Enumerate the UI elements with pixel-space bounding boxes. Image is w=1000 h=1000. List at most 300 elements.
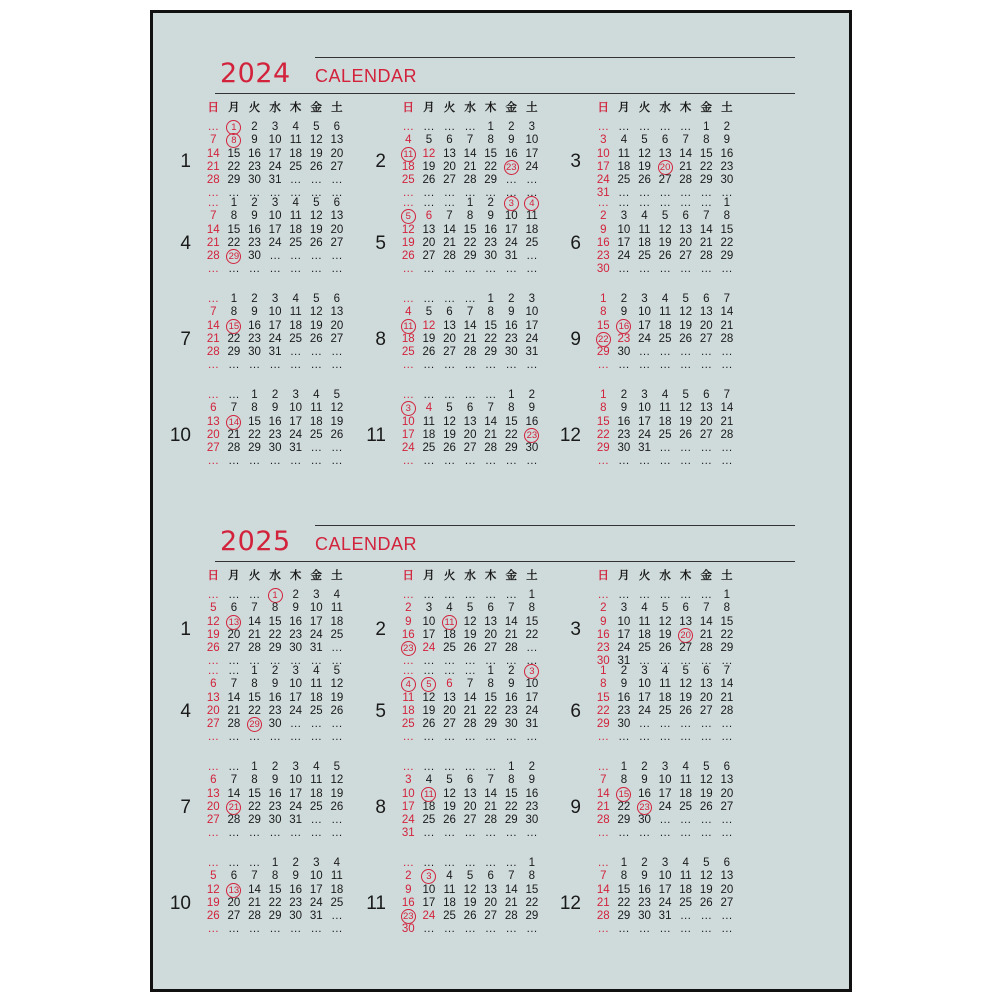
day-cell: 28 — [720, 332, 734, 345]
day-cell: 8 — [251, 678, 258, 691]
week-row — [398, 359, 542, 372]
week-row — [398, 857, 542, 870]
empty-day: … — [443, 359, 456, 372]
empty-day: … — [721, 442, 733, 455]
empty-day: … — [423, 197, 435, 209]
week-row — [398, 616, 542, 629]
week-row — [398, 718, 542, 731]
day-cell: 19 — [309, 319, 323, 332]
week-row — [203, 870, 347, 883]
week-row — [398, 761, 542, 774]
day-cell: 30 — [289, 642, 303, 655]
empty-day: … — [721, 346, 733, 359]
day-cell: 28 — [227, 442, 241, 455]
month-11 — [358, 857, 548, 953]
empty-day: … — [659, 731, 671, 744]
day-cell: 16 — [638, 883, 651, 896]
day-cell: 25 — [289, 332, 303, 345]
day-cell: 9 — [405, 615, 412, 628]
day-cell: 1 — [224, 121, 245, 134]
day-cell: 18 — [638, 236, 651, 249]
day-cell: 17 — [289, 415, 303, 428]
empty-day: … — [484, 263, 497, 276]
empty-day: … — [638, 121, 651, 133]
weekday-header: 木 — [484, 102, 497, 114]
day-cell: 22 — [596, 704, 610, 717]
day-cell: 30 — [617, 718, 631, 731]
day-cell: 8 — [487, 678, 494, 691]
day-cell: 11 — [443, 883, 456, 896]
week-row — [398, 589, 542, 602]
weekday-header: 火 — [248, 102, 261, 114]
month-9 — [553, 761, 743, 857]
day-cell: 21 — [206, 160, 220, 173]
day-cell: 28 — [596, 910, 610, 923]
day-cell: 22 — [463, 236, 477, 249]
day-cell: 14 — [206, 223, 220, 236]
month-4 — [163, 197, 353, 293]
empty-day: … — [659, 589, 671, 601]
day-cell: 22 — [504, 428, 518, 441]
day-cell: 7 — [508, 602, 515, 615]
day-cell: 18 — [617, 160, 631, 173]
day-cell: 9 — [271, 678, 279, 691]
day-cell: 23 — [617, 332, 631, 345]
day-cell: 4 — [641, 602, 648, 615]
day-cell: 23 — [501, 161, 522, 174]
day-cell: 23 — [268, 704, 282, 717]
empty-day: … — [331, 455, 343, 468]
day-cell: 22 — [227, 236, 241, 249]
day-cell: 24 — [309, 896, 323, 909]
empty-day: … — [228, 263, 240, 276]
day-grid — [398, 857, 542, 937]
day-cell: 14 — [206, 319, 220, 332]
day-cell: 19 — [658, 628, 672, 641]
empty-day: … — [679, 359, 692, 372]
day-cell: 30 — [248, 250, 261, 263]
day-cell: 17 — [309, 883, 323, 896]
day-cell: 6 — [466, 402, 474, 415]
empty-day: … — [700, 718, 713, 731]
day-cell: 9 — [292, 870, 299, 883]
week-row — [593, 429, 737, 442]
week-row — [203, 161, 347, 174]
month-5 — [358, 665, 548, 761]
week-row — [203, 402, 347, 415]
week-row — [203, 359, 347, 372]
day-cell: 26 — [679, 332, 693, 345]
day-cell: 4 — [661, 665, 669, 677]
day-cell: 25 — [401, 174, 415, 187]
empty-day: … — [484, 923, 497, 936]
day-grid — [398, 197, 542, 277]
empty-day: … — [310, 359, 323, 372]
day-cell: 15 — [484, 147, 498, 160]
day-cell: 22 — [593, 333, 614, 346]
empty-day: … — [679, 263, 692, 276]
day-cell: 10 — [422, 883, 436, 896]
day-cell: 21 — [248, 628, 261, 641]
week-row — [398, 442, 542, 455]
day-cell: 14 — [596, 883, 610, 896]
day-grid — [203, 389, 347, 469]
month-12 — [553, 389, 743, 485]
weekday-header: 水 — [659, 102, 671, 114]
empty-day: … — [207, 589, 220, 601]
day-cell: 28 — [227, 814, 241, 827]
week-row — [593, 718, 737, 731]
week-row — [593, 346, 737, 359]
week-row — [203, 197, 347, 210]
day-cell: 30 — [268, 718, 282, 731]
week-row — [593, 870, 737, 883]
day-cell: 13 — [699, 306, 713, 319]
empty-day: … — [464, 761, 476, 773]
day-cell: 18 — [443, 628, 456, 641]
week-row — [593, 884, 737, 897]
empty-day: … — [638, 718, 651, 731]
empty-day: … — [700, 197, 713, 209]
day-cell: 14 — [679, 147, 693, 160]
day-cell: 29 — [484, 718, 498, 731]
day-cell: 27 — [330, 160, 344, 173]
day-cell: 19 — [309, 147, 323, 160]
day-cell: 4 — [333, 857, 341, 869]
day-cell: 13 — [679, 615, 693, 628]
day-cell: 6 — [487, 602, 494, 615]
day-cell: 10 — [658, 870, 672, 883]
day-cell: 11 — [289, 210, 302, 223]
year-title: 2025 — [220, 526, 291, 557]
weekday-header: 金 — [505, 102, 518, 114]
day-cell: 14 — [443, 223, 456, 236]
weekday-header: 火 — [443, 570, 456, 582]
day-cell: 27 — [443, 174, 456, 187]
day-cell: 2 — [271, 761, 279, 773]
empty-day: … — [310, 655, 323, 668]
day-cell: 4 — [661, 389, 669, 401]
empty-day: … — [402, 187, 415, 200]
day-cell: 26 — [206, 910, 220, 923]
empty-day: … — [331, 250, 343, 263]
week-row — [398, 827, 542, 840]
day-cell: 23 — [268, 428, 282, 441]
month-7 — [163, 293, 353, 389]
empty-day: … — [597, 857, 610, 869]
empty-day: … — [269, 655, 281, 668]
month-2 — [358, 101, 548, 200]
header-rule-bottom — [215, 561, 795, 562]
day-cell: 28 — [248, 642, 261, 655]
month-number: 11 — [366, 893, 386, 914]
day-cell: 2 — [620, 665, 628, 677]
month-2 — [358, 569, 548, 668]
day-cell: 30 — [401, 923, 415, 936]
day-cell: 30 — [484, 250, 498, 263]
day-cell: 11 — [679, 870, 692, 883]
empty-day: … — [700, 346, 713, 359]
week-row — [398, 389, 542, 402]
weekday-header: 月 — [228, 102, 240, 114]
empty-day: … — [289, 250, 302, 263]
day-cell: 10 — [309, 602, 323, 615]
empty-day: … — [638, 589, 651, 601]
day-cell: 31 — [617, 655, 631, 668]
week-row — [398, 814, 542, 827]
day-cell: 10 — [638, 306, 651, 319]
empty-day: … — [269, 827, 281, 840]
week-row — [593, 455, 737, 468]
empty-day: … — [310, 455, 323, 468]
day-cell: 15 — [248, 787, 261, 800]
weekday-header: 月 — [423, 570, 435, 582]
month-10 — [163, 389, 353, 485]
day-cell: 29 — [484, 174, 498, 187]
day-cell: 20 — [655, 161, 676, 174]
empty-day: … — [269, 250, 281, 263]
day-cell: 20 — [679, 236, 693, 249]
empty-day: … — [402, 731, 415, 744]
day-cell: 25 — [401, 346, 415, 359]
day-cell: 20 — [484, 896, 498, 909]
day-cell: 20 — [330, 147, 344, 160]
week-row — [398, 923, 542, 936]
day-cell: 5 — [398, 210, 419, 223]
day-cell: 15 — [484, 691, 498, 704]
empty-day: … — [207, 761, 220, 773]
day-cell: 13 — [443, 319, 456, 332]
day-cell: 10 — [658, 774, 672, 787]
day-cell: 12 — [658, 223, 672, 236]
month-10 — [163, 857, 353, 953]
day-cell: 16 — [617, 415, 631, 428]
week-row — [203, 416, 347, 429]
day-cell: 26 — [699, 800, 713, 813]
day-cell: 24 — [268, 332, 282, 345]
day-cell: 23 — [248, 332, 261, 345]
empty-day: … — [618, 455, 630, 468]
week-row — [203, 429, 347, 442]
day-cell: 16 — [401, 896, 415, 909]
week-row — [398, 705, 542, 718]
day-cell: 19 — [443, 800, 456, 813]
day-cell: 6 — [210, 774, 217, 787]
day-cell: 29 — [617, 814, 631, 827]
day-cell: 2 — [508, 293, 515, 305]
day-cell: 21 — [206, 332, 220, 345]
month-12 — [553, 857, 743, 953]
day-cell: 2 — [405, 870, 412, 883]
empty-day: … — [423, 731, 435, 744]
empty-day: … — [248, 359, 261, 372]
day-cell: 6 — [230, 602, 238, 615]
empty-day: … — [526, 827, 538, 840]
day-cell: 15 — [720, 223, 734, 236]
day-cell: 20 — [720, 883, 734, 896]
week-row — [398, 306, 542, 319]
empty-day: … — [721, 655, 733, 668]
day-cell: 5 — [661, 210, 669, 223]
day-cell: 26 — [330, 704, 344, 717]
day-cell: 6 — [682, 602, 689, 615]
empty-day: … — [597, 359, 610, 372]
month-number: 1 — [180, 619, 191, 640]
day-cell: 23 — [522, 429, 543, 442]
day-cell: 5 — [682, 665, 689, 677]
day-cell: 6 — [446, 134, 453, 147]
day-cell: 23 — [398, 910, 419, 923]
week-row — [593, 761, 737, 774]
day-cell: 3 — [641, 389, 648, 401]
day-cell: 8 — [703, 134, 710, 147]
day-cell: 6 — [333, 121, 341, 133]
day-cell: 1 — [528, 857, 536, 869]
day-cell: 7 — [508, 870, 515, 883]
empty-day: … — [289, 359, 302, 372]
empty-day: … — [638, 455, 651, 468]
day-cell: 11 — [402, 691, 415, 704]
day-cell: 31 — [638, 442, 651, 455]
day-cell: 1 — [265, 589, 286, 602]
day-cell: 16 — [596, 236, 610, 249]
day-cell: 24 — [638, 428, 651, 441]
empty-day: … — [423, 857, 435, 869]
day-cell: 14 — [206, 147, 220, 160]
empty-day: … — [289, 187, 302, 200]
day-cell: 1 — [251, 665, 258, 677]
day-cell: 2 — [641, 761, 648, 773]
week-row — [593, 359, 737, 372]
empty-day: … — [207, 827, 220, 840]
day-cell: 8 — [508, 402, 515, 415]
day-cell: 5 — [425, 134, 433, 147]
day-cell: 2 — [271, 389, 279, 401]
day-cell: 8 — [723, 602, 731, 615]
empty-day: … — [505, 589, 518, 601]
week-row — [593, 857, 737, 870]
empty-day: … — [402, 655, 415, 668]
day-cell: 21 — [484, 428, 498, 441]
day-cell: 6 — [661, 134, 669, 147]
day-cell: 25 — [658, 704, 672, 717]
empty-day: … — [310, 187, 323, 200]
week-row — [203, 589, 347, 602]
day-cell: 22 — [268, 896, 282, 909]
day-cell: 19 — [638, 160, 651, 173]
day-cell: 17 — [422, 628, 436, 641]
month-number: 5 — [375, 233, 386, 254]
day-cell: 11 — [638, 223, 651, 236]
day-cell: 10 — [525, 306, 539, 319]
day-cell: 8 — [600, 678, 607, 691]
month-number: 1 — [180, 151, 191, 172]
day-cell: 1 — [230, 293, 238, 305]
week-row — [593, 333, 737, 346]
empty-day: … — [700, 731, 713, 744]
empty-day: … — [638, 346, 651, 359]
day-cell: 26 — [679, 704, 693, 717]
day-cell: 11 — [289, 134, 302, 147]
day-cell: 18 — [330, 615, 344, 628]
empty-day: … — [464, 359, 476, 372]
week-row — [398, 293, 542, 306]
day-cell: 6 — [230, 870, 238, 883]
day-cell: 1 — [251, 761, 258, 773]
day-cell: 16 — [268, 787, 282, 800]
day-cell: 28 — [720, 704, 734, 717]
day-cell: 11 — [422, 415, 435, 428]
weekday-header: 木 — [289, 570, 302, 582]
day-cell: 17 — [401, 800, 415, 813]
day-cell: 23 — [484, 236, 498, 249]
empty-day: … — [331, 718, 343, 731]
month-number: 3 — [570, 151, 581, 172]
day-cell: 6 — [466, 774, 474, 787]
week-row — [203, 629, 347, 642]
month-8 — [358, 293, 548, 389]
month-3 — [553, 569, 743, 668]
day-cell: 15 — [463, 223, 477, 236]
empty-day: … — [505, 263, 518, 276]
day-cell: 8 — [230, 210, 238, 223]
day-cell: 26 — [443, 814, 456, 827]
day-cell: 22 — [617, 800, 631, 813]
empty-day: … — [310, 346, 323, 359]
month-number: 5 — [375, 701, 386, 722]
empty-day: … — [207, 359, 220, 372]
month-number: 7 — [180, 329, 191, 350]
day-cell: 29 — [596, 718, 610, 731]
day-cell: 28 — [206, 250, 220, 263]
day-cell: 14 — [699, 223, 713, 236]
empty-day: … — [659, 827, 671, 840]
day-cell: 13 — [658, 147, 672, 160]
empty-day: … — [505, 827, 518, 840]
day-cell: 23 — [398, 642, 419, 655]
day-cell: 12 — [463, 615, 477, 628]
day-cell: 13 — [443, 691, 456, 704]
day-cell: 3 — [292, 389, 299, 401]
week-row — [203, 224, 347, 237]
day-cell: 4 — [313, 665, 320, 677]
empty-day: … — [526, 359, 538, 372]
day-cell: 15 — [614, 788, 635, 801]
day-cell: 1 — [271, 857, 279, 869]
empty-day: … — [505, 174, 518, 187]
day-grid — [593, 569, 737, 669]
day-cell: 7 — [251, 602, 258, 615]
day-grid — [203, 293, 347, 373]
empty-day: … — [679, 731, 692, 744]
week-row — [398, 174, 542, 187]
empty-day: … — [679, 827, 692, 840]
day-cell: 24 — [525, 704, 539, 717]
month-11 — [358, 389, 548, 485]
weekday-header: 木 — [679, 102, 692, 114]
day-cell: 11 — [330, 870, 343, 883]
empty-day: … — [679, 121, 692, 133]
day-cell: 5 — [313, 197, 320, 209]
empty-day: … — [423, 293, 435, 305]
empty-day: … — [597, 121, 610, 133]
day-cell: 26 — [309, 332, 323, 345]
month-7 — [163, 761, 353, 857]
day-cell: 25 — [422, 442, 436, 455]
day-cell: 9 — [508, 306, 515, 319]
day-cell: 25 — [330, 628, 344, 641]
month-number: 9 — [570, 797, 581, 818]
